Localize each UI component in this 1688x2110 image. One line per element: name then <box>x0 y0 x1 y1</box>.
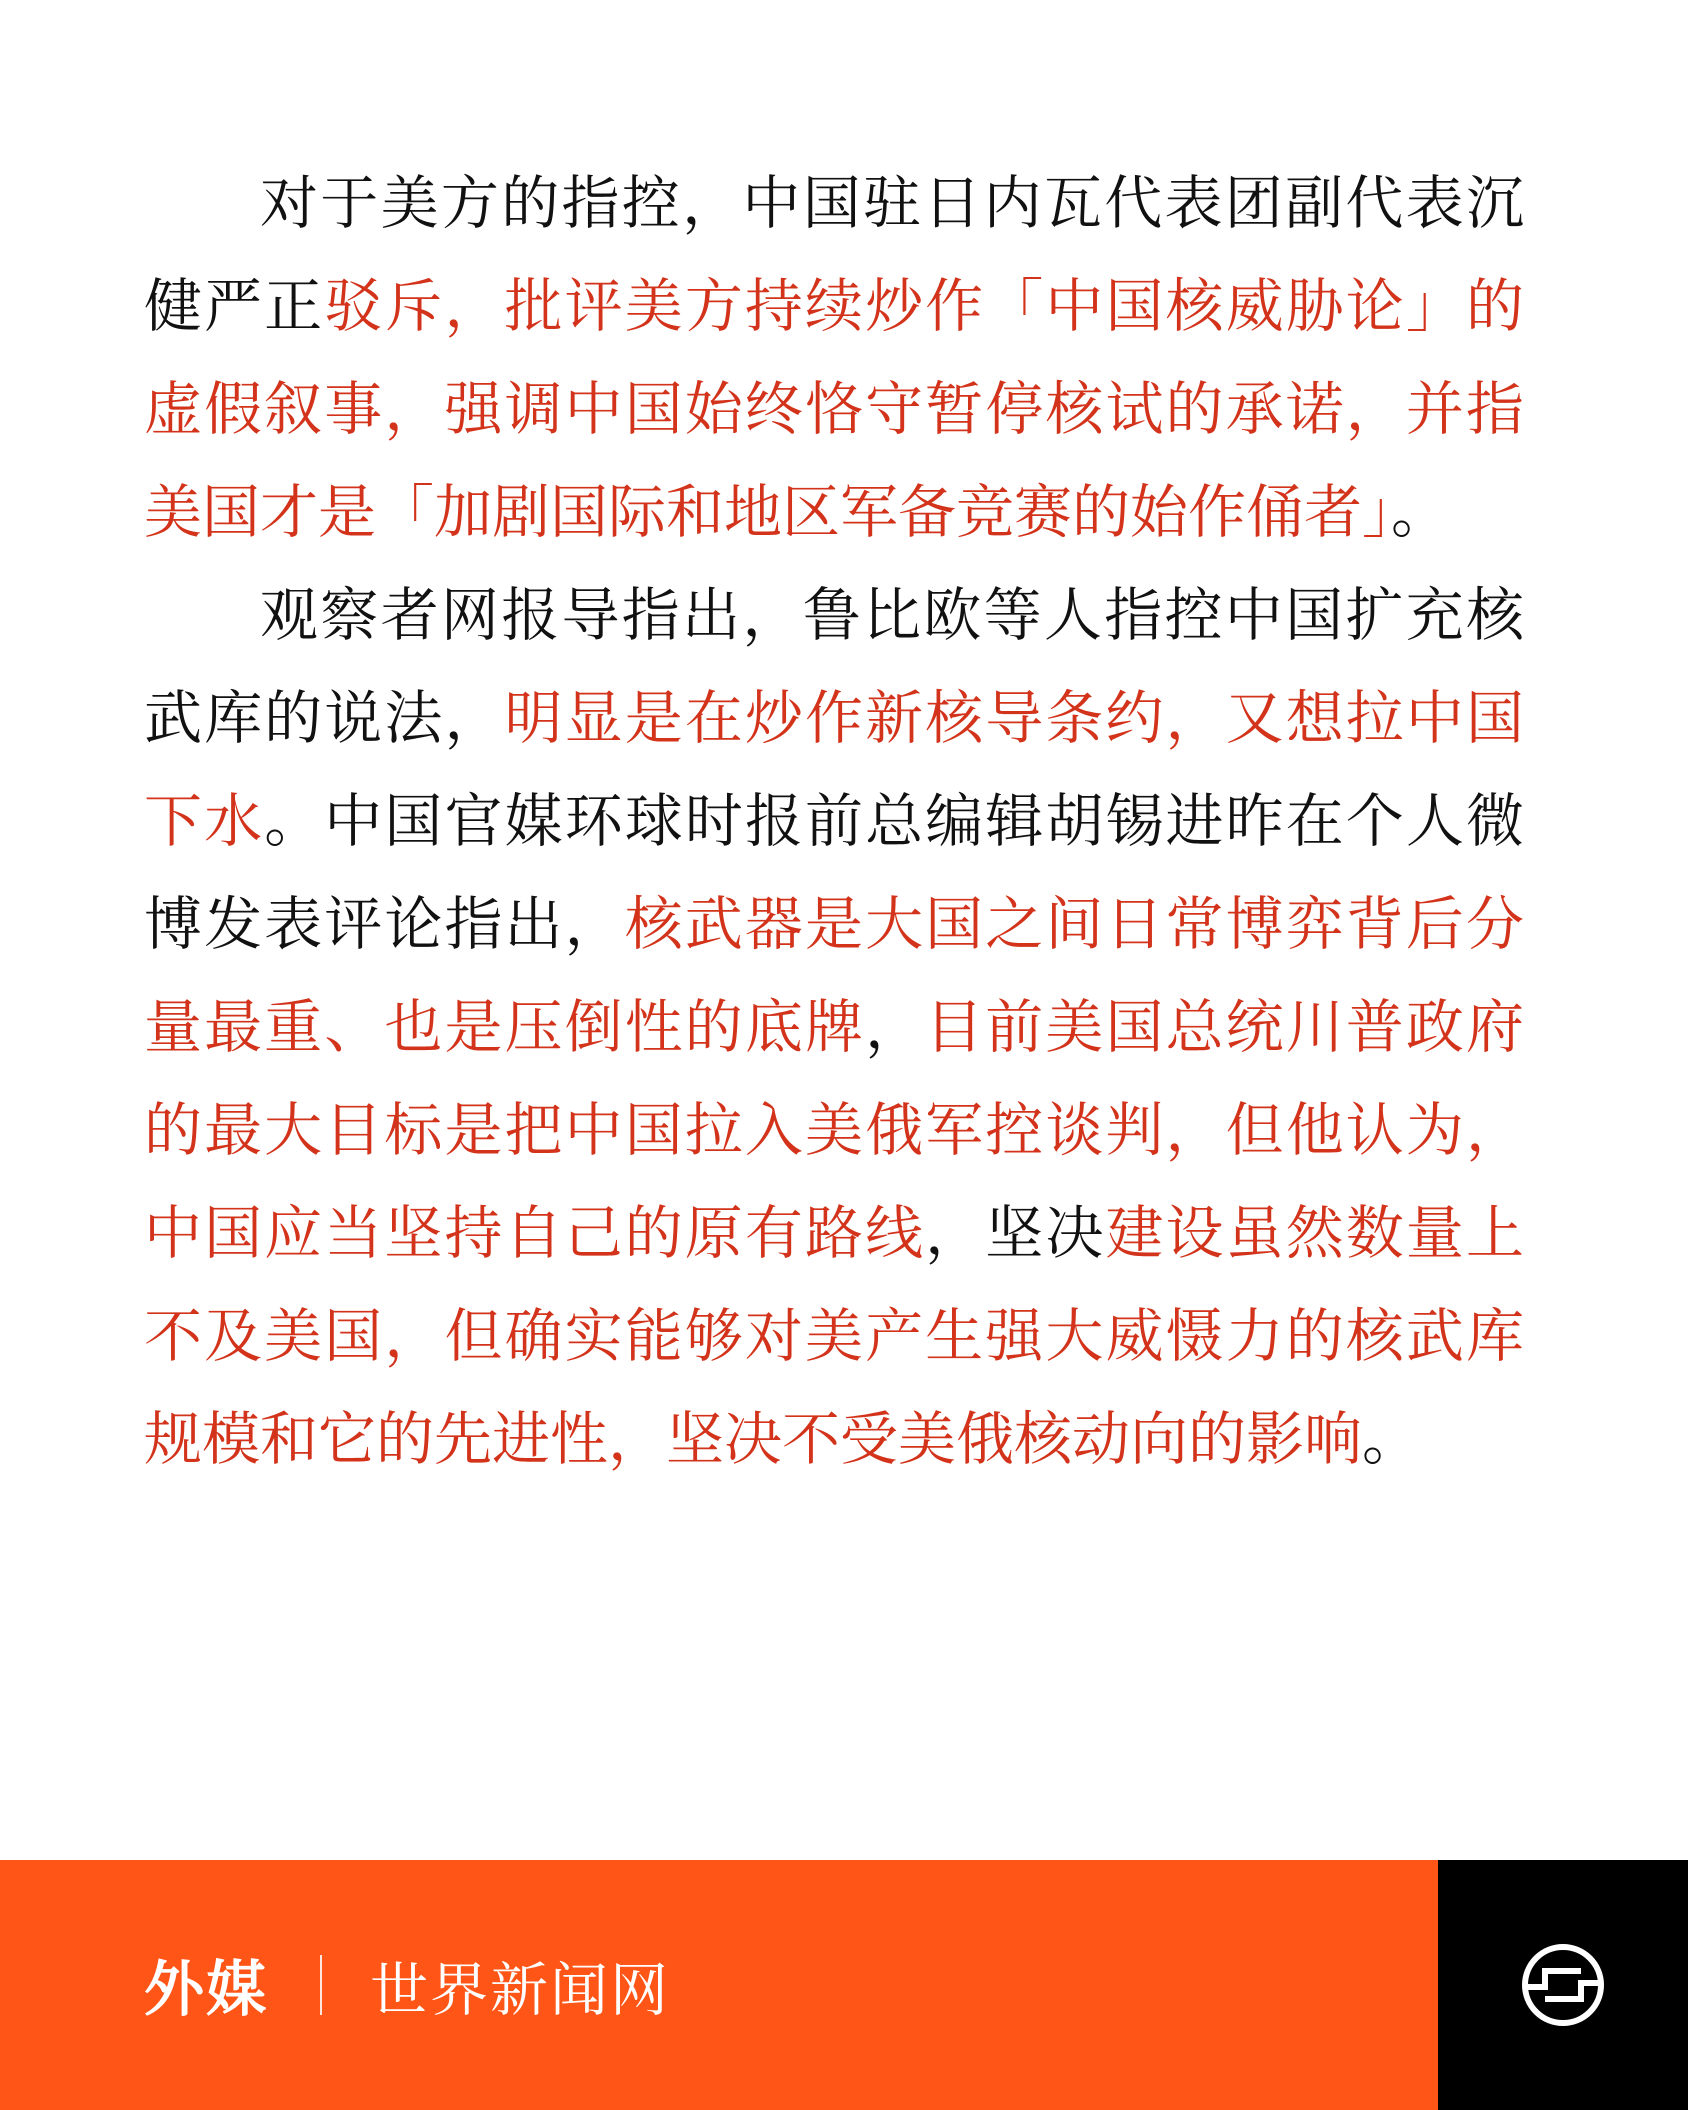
text-segment: ， <box>865 993 926 1061</box>
paragraph-1 <box>144 152 1524 564</box>
text-segment: 观察者网报导指出，鲁比欧等人指控中国扩充核武库的说法， <box>144 581 1524 752</box>
source-label: 世界新闻网 <box>370 1956 671 2024</box>
footer-bar <box>0 1860 1688 2110</box>
highlight-segment: 驳斥，批评美方持续炒作「中国核威胁论」的虚假叙事，强调中国始终恪守暂停核试的承诺，并指美国才是「加剧国际和地区军备竞赛的始作俑者」 <box>144 272 1524 546</box>
text-segment: 对于美方的指控，中国驻日内瓦代表团副代表沉健严正 <box>144 169 1524 340</box>
highlight-segment: 核武器是大国之间日常博弈背后分量最重、也是压倒性的底牌 <box>144 890 1524 1061</box>
section-label: 外媒 <box>144 1955 268 2025</box>
paragraph-2 <box>144 564 1524 1491</box>
footer-label-area <box>0 1860 1438 2110</box>
highlight-segment: 明显是在炒作新核导条约，又想拉中国下水 <box>144 684 1524 855</box>
text-segment: 。 <box>1362 1405 1421 1473</box>
logo-area <box>1438 1860 1688 2110</box>
globe-logo-icon <box>1521 1943 1605 2027</box>
text-segment: 。中国官媒环球时报前总编辑胡锡进昨在个人微博发表评论指出， <box>144 787 1524 958</box>
footer-divider <box>320 1955 322 2015</box>
text-segment: ，坚决 <box>925 1199 1106 1267</box>
highlight-segment: 目前美国总统川普政府的最大目标是把中国拉入美俄军控谈判，但他认为，中国应当坚持自己的原有路线 <box>144 993 1524 1267</box>
article-body <box>144 152 1524 1491</box>
highlight-segment: 建设虽然数量上不及美国，但确实能够对美产生强大威慑力的核武库规模和它的先进性，坚决不受美俄核动向的影响 <box>144 1199 1524 1473</box>
text-segment: 。 <box>1391 478 1450 546</box>
